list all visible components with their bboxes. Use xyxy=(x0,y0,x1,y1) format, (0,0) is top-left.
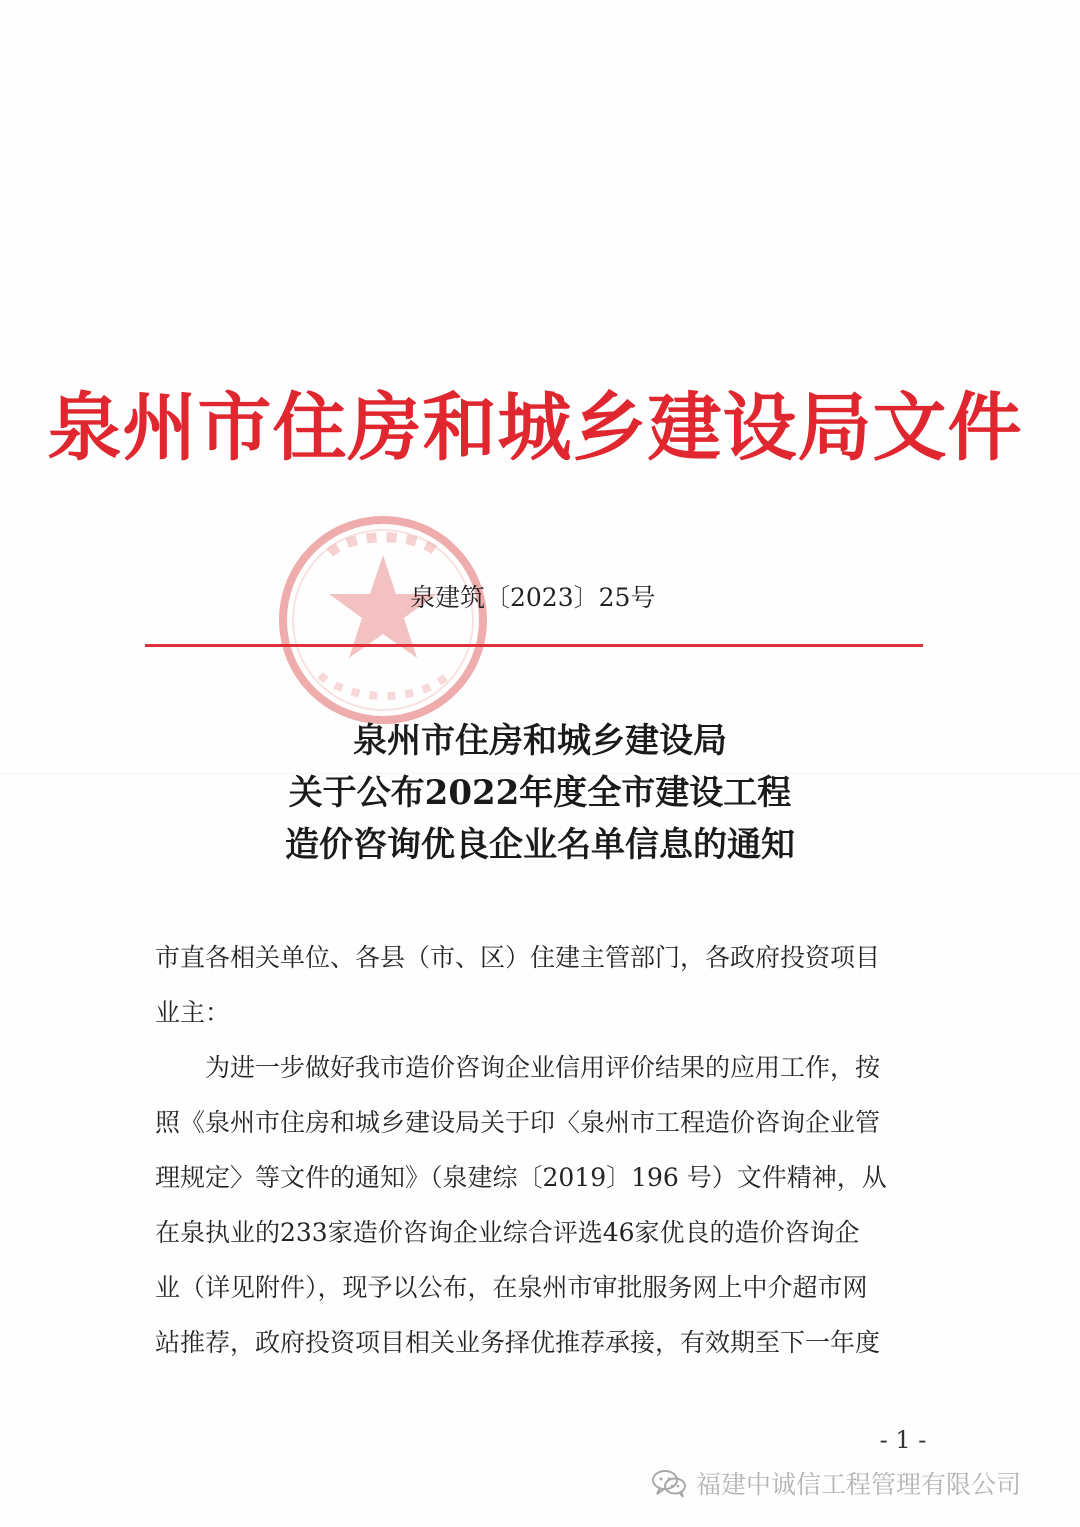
notice-body xyxy=(155,930,930,1370)
organization-title: 泉州市住房和城乡建设局文件 xyxy=(47,385,1023,471)
wechat-icon xyxy=(650,1467,688,1499)
notice-title-line-2: 关于公布2022年度全市建设工程 xyxy=(288,773,792,813)
body-line-5: 理规定〉等文件的通知》（泉建综〔2019〕196 号）文件精神，从 xyxy=(155,1163,887,1192)
notice-title xyxy=(170,715,910,871)
notice-title-line-1: 泉州市住房和城乡建设局 xyxy=(353,721,727,761)
body-line-4: 照《泉州市住房和城乡建设局关于印〈泉州市工程造价咨询企业管 xyxy=(155,1108,881,1137)
body-line-3: 为进一步做好我市造价咨询企业信用评价结果的应用工作，按 xyxy=(205,1053,881,1082)
body-line-2: 业主： xyxy=(155,998,231,1027)
page-number: - 1 - xyxy=(879,1426,927,1454)
official-seal-icon xyxy=(268,505,498,735)
body-line-6: 在泉执业的233家造价咨询企业综合评选46家优良的造价咨询企 xyxy=(155,1218,860,1247)
notice-title-line-3: 造价咨询优良企业名单信息的通知 xyxy=(285,825,795,865)
body-line-7: 业（详见附件），现予以公布，在泉州市审批服务网上中介超市网 xyxy=(155,1273,868,1302)
source-watermark xyxy=(650,1460,1060,1506)
watermark-text: 福建中诚信工程管理有限公司 xyxy=(696,1470,1022,1499)
body-line-8: 站推荐，政府投资项目相关业务择优推荐承接，有效期至下一年度 xyxy=(155,1328,881,1357)
document-number: 泉建筑〔2023〕25号 xyxy=(410,583,656,612)
header-divider xyxy=(145,644,923,647)
body-line-1: 市直各相关单位、各县（市、区）住建主管部门，各政府投资项目 xyxy=(155,943,881,972)
